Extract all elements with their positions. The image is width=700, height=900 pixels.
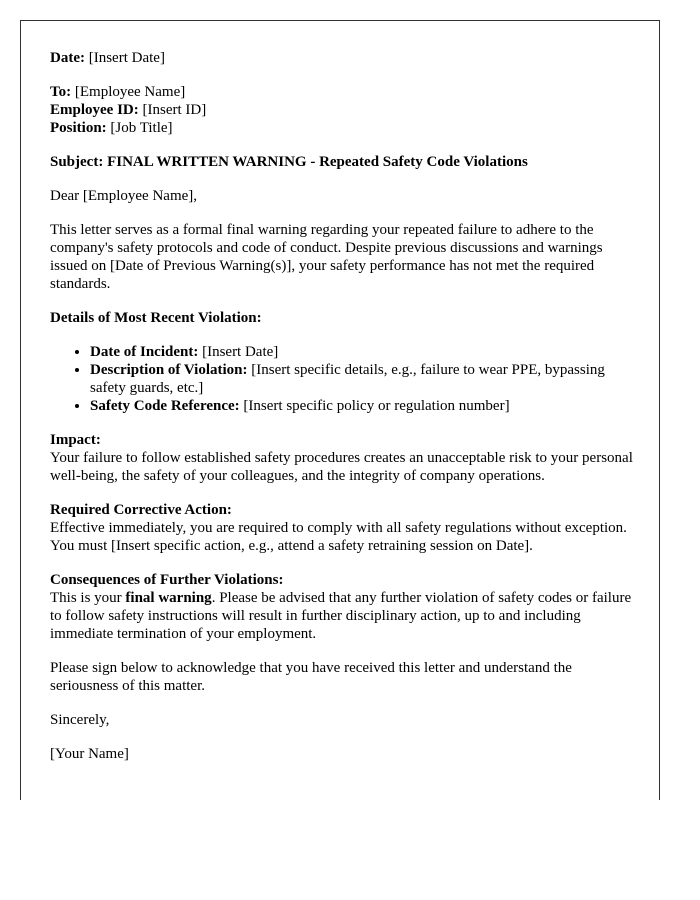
- violation-details-list: [50, 343, 635, 415]
- impact-section: [50, 431, 635, 485]
- consequences-text-before: This is your: [50, 590, 126, 606]
- consequences-text-after: . Please be advised that any further violation of safety codes or failure to follow safety instructions will result in further disciplinary action, up to and including immediate termination of your employment.: [50, 590, 632, 642]
- list-item-value: [Insert specific details, e.g., failure to wear PPE, bypassing safety guards, etc.]: [90, 362, 605, 396]
- acknowledge-paragraph: Please sign below to acknowledge that you have received this letter and understand the seriousness of this matter.: [50, 660, 572, 694]
- list-item-label: Safety Code Reference:: [90, 398, 240, 414]
- greeting: Dear [Employee Name],: [50, 188, 198, 204]
- final-warning-emphasis: final warning: [125, 590, 212, 606]
- position-value: [Job Title]: [106, 120, 173, 136]
- subject-text: Subject: FINAL WRITTEN WARNING - Repeated Safety Code Violations: [50, 154, 528, 170]
- list-item: [90, 397, 635, 415]
- to-line: [50, 84, 185, 100]
- date-value: [Insert Date]: [84, 50, 165, 66]
- impact-text: Your failure to follow established safety procedures creates an unacceptable risk to your personal well-being, the safety of your colleagues, and the integrity of company operations.: [50, 450, 633, 484]
- list-item-label: Date of Incident:: [90, 344, 199, 360]
- date-line: [50, 49, 635, 67]
- position-line: [50, 120, 173, 136]
- employee-id-value: [Insert ID]: [138, 102, 207, 118]
- intro-paragraph: This letter serves as a formal final warning regarding your repeated failure to adhere to the company's safety protocols and code of conduct. Despite previous discussions and warnings issued on [Date of Previous Warning(s)], your safety performance has not met the required standards.: [50, 222, 603, 292]
- position-label: Position:: [50, 120, 107, 136]
- list-item-value: [Insert Date]: [198, 344, 279, 360]
- subject-line: [50, 153, 635, 171]
- consequences-section: [50, 571, 635, 643]
- list-item-value: [Insert specific policy or regulation number]: [239, 398, 510, 414]
- corrective-section: [50, 501, 635, 555]
- list-item: [90, 343, 635, 361]
- details-heading: [50, 309, 635, 327]
- corrective-text: Effective immediately, you are required to comply with all safety regulations without exception. You must [Insert specific action, e.g., attend a safety retraining session on Date].: [50, 520, 627, 554]
- details-heading-text: Details of Most Recent Violation:: [50, 310, 262, 326]
- consequences-heading: Consequences of Further Violations:: [50, 572, 284, 588]
- letter-page: [20, 20, 660, 800]
- list-item: [90, 361, 635, 397]
- signature-name: [Your Name]: [50, 746, 129, 762]
- to-value: [Employee Name]: [71, 84, 186, 100]
- impact-heading: Impact:: [50, 432, 101, 448]
- closing: Sincerely,: [50, 712, 110, 728]
- employee-id-label: Employee ID:: [50, 102, 139, 118]
- recipient-block: [50, 83, 635, 137]
- corrective-heading: Required Corrective Action:: [50, 502, 232, 518]
- employee-id-line: [50, 102, 206, 118]
- letter-body: [50, 49, 635, 779]
- date-label: Date:: [50, 50, 85, 66]
- to-label: To:: [50, 84, 72, 100]
- list-item-label: Description of Violation:: [90, 362, 248, 378]
